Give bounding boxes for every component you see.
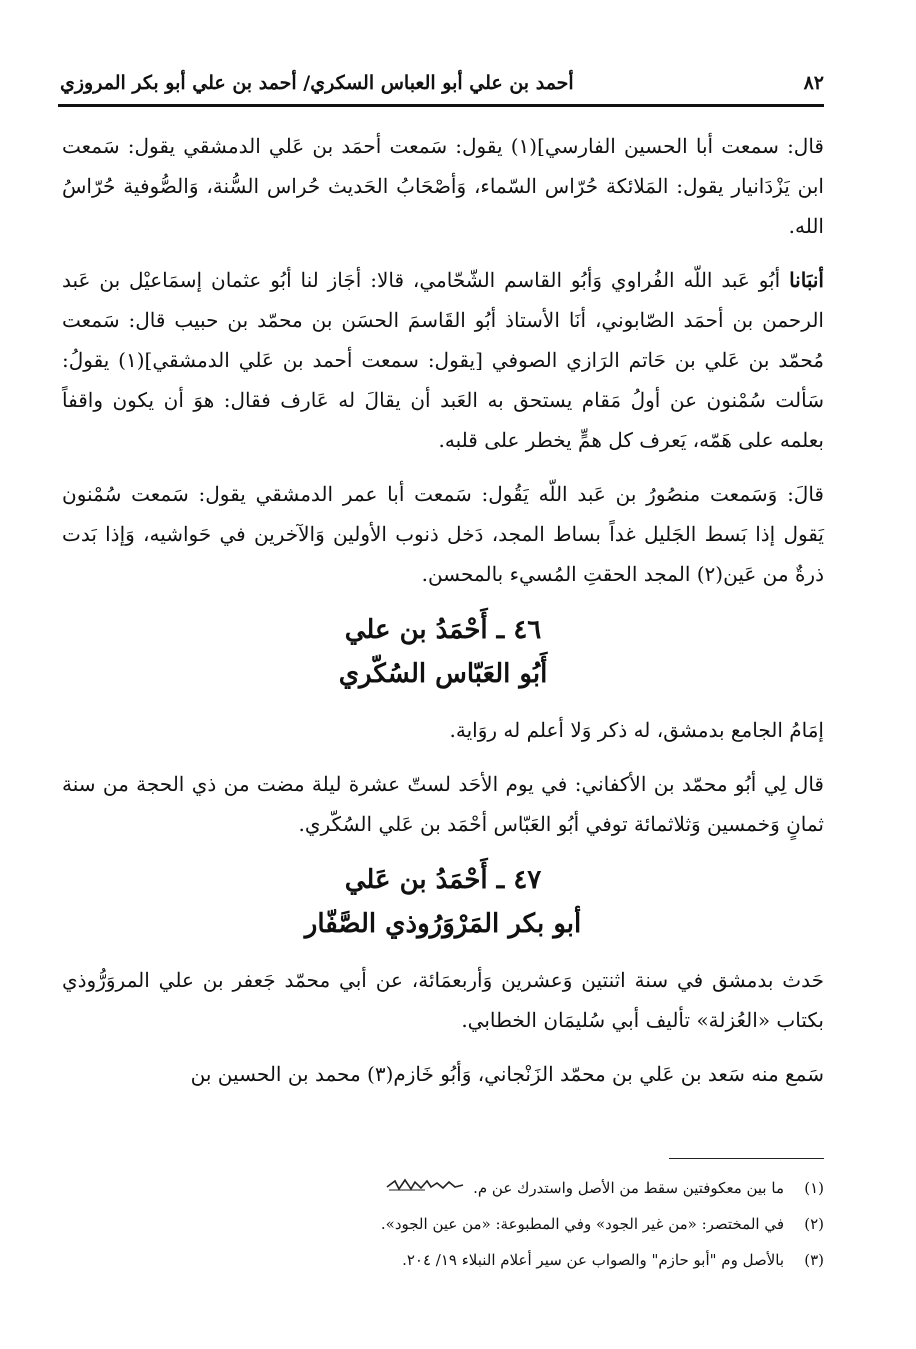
entry-heading-name: ٤٦ ـ أَحْمَدُ بن علي (344, 615, 542, 645)
footnote-rule (669, 1158, 824, 1159)
paragraph: قال لِي أبُو محمّد بن الأكفاني: في يوم الأحَد لستّ عشرة ليلة مضت من ذي الحجة من سنة ثمانٍ وَخمسين وَثلاثمائة توفي أبُو العَبّاس أحْمَد بن عَلي السُكّري. (62, 772, 824, 836)
lead-word: أنبَانا (789, 268, 824, 292)
header-rule (58, 104, 824, 107)
footnote-2 (160, 1206, 824, 1242)
footnote-text: بالأصل وم "أبو حازم" والصواب عن سير أعلام النبلاء ١٩/ ٢٠٤. (402, 1251, 784, 1269)
body-text (62, 126, 824, 1108)
handwritten-mark-icon (385, 1170, 465, 1206)
footnote-number: (٣) (804, 1251, 824, 1269)
entry-heading-name: ٤٧ ـ أَحْمَدُ بن عَلي (344, 865, 542, 895)
footnote-text: ما بين معكوفتين سقط من الأصل واستدرك عن م. (473, 1179, 784, 1197)
running-head (60, 64, 824, 102)
paragraph: قالَ: وَسَمعت منصُورُ بن عَبد اللّه يَقُول: سَمعت أبا عمر الدمشقي يقول: سَمعت سُمْنون يَقول إذا بَسط الجَليل غداً بساط المجد، دَخل ذنوب الأولين وَالآخرين في حَواشيه، وَإذا بَدت ذرةٌ من عَين(٢) المجد الحقتِ المُسيء بالمحسن. (62, 482, 824, 586)
footnote-3 (160, 1242, 824, 1278)
footnotes (160, 1170, 824, 1278)
paragraph (62, 260, 824, 460)
paragraph: إمَامُ الجامع بدمشق، له ذكر وَلا أعلم له روَاية. (449, 718, 824, 742)
running-title: أحمد بن علي أبو العباس السكري/ أحمد بن علي أبو بكر المروزي (60, 72, 574, 94)
paragraph: سَمع منه سَعد بن عَلي بن محمّد الزَنْجاني، وَأبُو خَازم(٣) محمد بن الحسين بن (190, 1062, 824, 1086)
footnote-1 (160, 1170, 824, 1206)
footnote-number: (٢) (804, 1215, 824, 1233)
paragraph: قال: سمعت أبا الحسين الفارسي](١) يقول: سَمعت أحمَد بن عَلي الدمشقي يقول: سَمعت ابن يَزْدَانيار يقول: المَلائكة حُرّاس السّماء، وَأصْحَابُ الحَديث حُراس السُّنة، وَالصُّوفية حُرّاسُ الله. (62, 134, 824, 238)
footnote-text: في المختصر: «من غير الجود» وفي المطبوعة: «من عين الجود». (380, 1215, 784, 1233)
page-number: ٨٢ (803, 72, 824, 94)
paragraph: حَدث بدمشق في سنة اثنتين وَعشرين وَأربعمَائة، عن أبي محمّد جَعفر بن علي المروَرُّوذي بكتاب «العُزلة» تأليف أبي سُليمَان الخطابي. (62, 968, 824, 1032)
entry-heading-kunya: أَبُو العَبّاس السُكّري (338, 659, 548, 689)
footnote-number: (١) (804, 1179, 824, 1197)
entry-heading-kunya: أبو بكر المَرْوَرُوذي الصَّفّار (304, 909, 582, 939)
entry-heading-46 (62, 608, 824, 696)
paragraph-text: أبُو عَبد اللّه الفُراوي وَأبُو القاسم الشّحّامي، قالا: أجَاز لنا أبُو عثمان إسمَاعيْل بن عَبد الرحمن بن أحمَد الصّابوني، أنَا الأستاذ أبُو القَاسمَ الحسَن بن محمّد بن حبيب قال: سَمعت مُحمّد بن عَلي بن حَاتم الرَازي الصوفي [يقول: سمعت أحمد بن عَلي الدمشقي](١) يقولُ: سَألت سُمْنون عن أولُ مَقام يستحق به العَبد أن يقالَ له عَارف فقال: هوَ أن يكون واقفاً بعلمه على هَمّه، يَعرف كل همٍّ يخطر على قلبه. (62, 268, 824, 452)
entry-heading-47 (62, 858, 824, 946)
